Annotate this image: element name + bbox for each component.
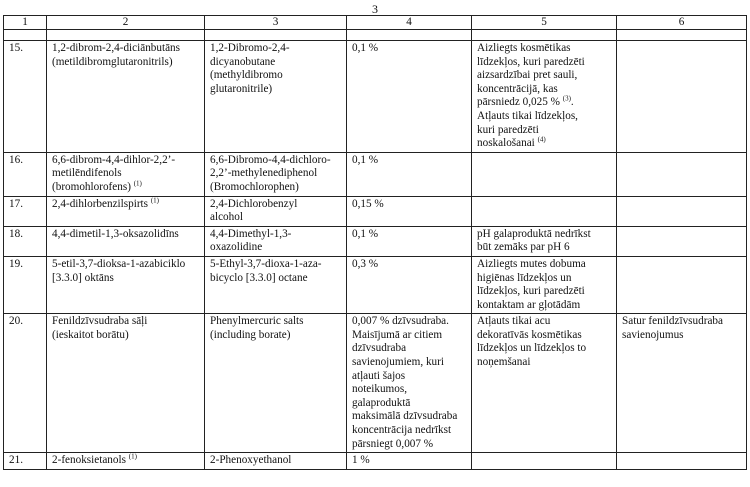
condition-line: Atļauts tikai līdzekļos, [477,109,578,122]
name-en-line: (Bromochlorophen) [210,180,299,193]
name-lv-cell [47,256,205,313]
concentration-line: 0,1 % [352,227,379,240]
concentration-line: noteikumos, [352,383,408,396]
name-en-cell [205,256,347,313]
concentration-line: koncentrācija nedrīkst [352,424,452,437]
col-header-3: 3 [205,16,347,30]
table-row [4,453,747,470]
name-en-line: Phenylmercuric salts [210,315,304,328]
table-row [4,41,747,153]
name-lv-cell [47,314,205,453]
condition-line: dekoratīvās kosmētikas [477,328,582,341]
concentration-line: 0,1 % [352,42,379,54]
row-number: 17. [4,196,47,226]
condition-line: līdzekļos, kuri paredzēti [477,55,585,68]
table-row [4,256,747,313]
warning-line: Satur fenildzīvsudraba [622,315,723,328]
name-en-cell [205,314,347,453]
conditions-cell [472,314,617,453]
warning-line: savienojumus [622,328,684,341]
name-en-line: 5-Ethyl-3,7-dioxa-1-aza- [210,257,322,270]
row-number: 18. [4,226,47,256]
table-row [4,196,747,226]
conditions-cell [472,226,617,256]
col-header-4: 4 [347,16,472,30]
condition-line: Atļauts tikai acu [477,315,551,328]
table-row [4,226,747,256]
name-lv-line: Fenildzīvsudraba sāļi [52,315,148,328]
name-lv-line: metilēndifenols [52,167,122,180]
condition-line: līdzekļos un līdzekļos to [477,342,587,355]
spacer-row [4,30,747,41]
name-lv-line: 2,4-dihlorbenzilspirts [52,197,149,210]
name-en-line: (methyldibromo [210,69,283,82]
name-en-line: 2,2’-methylenediphenol [210,167,318,180]
concentration-cell [347,453,472,470]
conditions-cell [472,453,617,470]
condition-line: pārsniedz 0,025 % [477,96,560,109]
conditions-cell [472,41,617,153]
warning-cell [617,256,747,313]
page-number: 3 [372,2,378,16]
footnote-ref: (1) [128,452,137,461]
name-en-cell [205,196,347,226]
concentration-line: savienojumiem, kuri [352,356,444,369]
footnote-ref: (3) [562,94,571,103]
row-number: 20. [4,314,47,453]
concentration-cell [347,314,472,453]
col-header-6: 6 [617,16,747,30]
condition-line: līdzekļos, kuri paredzēti [477,285,585,298]
name-lv-line: 6,6-dibrom-4,4-dihlor-2,2’- [52,153,176,166]
row-number: 15. [4,41,47,153]
condition-line: kontaktam ar gļotādām [477,298,581,311]
column-number-row [4,16,747,30]
concentration-cell [347,152,472,196]
name-lv-line: (bromohlorofens) [52,180,131,193]
warning-cell [617,314,747,453]
warning-cell [617,226,747,256]
footnote-ref: (4) [537,135,546,144]
name-en-line: bicyclo [3.3.0] octane [210,271,308,284]
name-lv-line: 5-etil-3,7-dioksa-1-azabiciklo [52,257,186,270]
concentration-line: Maisījumā ar citiem [352,328,443,341]
concentration-cell [347,41,472,153]
concentration-line: 0,1 % [352,153,379,166]
col-header-5: 5 [472,16,617,30]
condition-line: aizsardzībai pret sauli, [477,69,578,82]
name-en-line: 2-Phenoxyethanol [210,454,292,467]
concentration-line: 0,3 % [352,257,379,270]
concentration-cell [347,256,472,313]
concentration-cell [347,226,472,256]
name-lv-cell [47,152,205,196]
conditions-cell [472,152,617,196]
concentration-cell [347,196,472,226]
name-en-cell [205,453,347,470]
concentration-line: maksimālā dzīvsudraba [352,410,458,423]
condition-line: pH galaproduktā nedrīkst [477,227,591,240]
col-header-2: 2 [47,16,205,30]
name-lv-line: 1,2-dibrom-2,4-diciānbutāns [52,42,181,54]
name-en-line: glutaronitrile) [210,82,273,95]
concentration-line: 0,15 % [352,197,384,210]
concentration-line: galaproduktā [352,396,411,409]
footnote-ref: (1) [133,179,142,188]
condition-line: Aizliegts mutes dobuma [477,257,586,270]
col-header-1: 1 [4,16,47,30]
row-number: 16. [4,152,47,196]
name-lv-line: (ieskaitot borātu) [52,328,129,341]
name-lv-cell [47,226,205,256]
name-en-cell [205,152,347,196]
name-en-line: 6,6-Dibromo-4,4-dichloro- [210,153,331,166]
row-number: 21. [4,453,47,470]
footnote-ref: (1) [150,195,159,204]
name-lv-line: (metildibromglutaronitrils) [52,55,173,68]
concentration-line: 1 % [352,454,370,467]
condition-line: noņemšanai [477,356,531,369]
warning-cell [617,196,747,226]
condition-line: būt zemāks par pH 6 [477,241,570,254]
name-en-line: 2,4-Dichlorobenzyl [210,197,298,210]
name-en-line: oxazolidine [210,241,263,254]
name-lv-line: 4,4-dimetil-1,3-oksazolidīns [52,227,179,240]
name-en-cell [205,41,347,153]
warning-cell [617,453,747,470]
name-lv-cell [47,196,205,226]
condition-line: higiēnas līdzekļos un [477,271,572,284]
name-lv-line: 2-fenoksietanols [52,454,126,467]
name-en-line: 4,4-Dimethyl-1,3- [210,227,292,240]
name-lv-cell [47,453,205,470]
name-en-line: dicyanobutane [210,55,276,68]
table-row [4,152,747,196]
condition-line: noskalošanai [477,137,535,150]
concentration-line: atļauti šajos [352,369,406,382]
name-en-line: 1,2-Dibromo-2,4- [210,42,290,54]
condition-line: Aizliegts kosmētikas [477,42,571,54]
name-en-line: (including borate) [210,328,291,341]
name-lv-line: [3.3.0] oktāns [52,271,114,284]
warning-cell [617,41,747,153]
name-en-cell [205,226,347,256]
conditions-cell [472,256,617,313]
concentration-line: dzīvsudraba [352,342,407,355]
concentration-line: 0,007 % dzīvsudraba. [352,315,449,328]
concentration-line: pārsniegt 0,007 % [352,437,434,450]
table-row [4,314,747,453]
condition-line: kuri paredzēti [477,123,539,136]
ingredients-table [3,15,747,470]
name-en-line: alcohol [210,211,243,224]
condition-line: koncentrācijā, kas [477,82,558,95]
row-number: 19. [4,256,47,313]
condition-suffix: . [570,96,574,109]
name-lv-cell [47,41,205,153]
conditions-cell [472,196,617,226]
warning-cell [617,152,747,196]
